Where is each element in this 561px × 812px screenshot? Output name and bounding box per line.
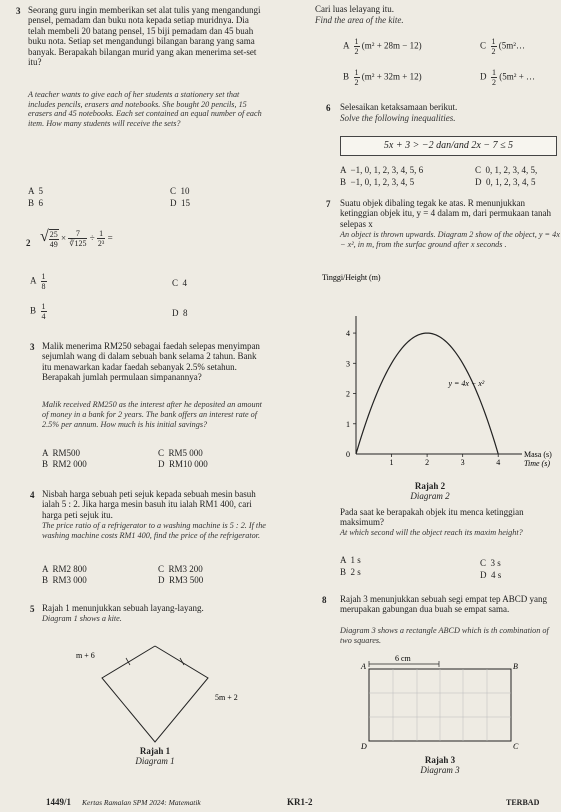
x-tick-label: 4 — [496, 458, 501, 467]
x-tick-label: 3 — [460, 458, 465, 467]
question-text-malay: Suatu objek dibaling tegak ke atas. R menunjukkan ketinggian objek itu, y = 4 dalam m, dari permukaan tanah selepas x — [340, 198, 552, 229]
option-a[interactable]: A $\frac{1}{2}$ (m² + 28m − 12) — [343, 37, 422, 56]
option-c[interactable]: C RM3 200 — [158, 564, 203, 574]
surd-expression: √ $\frac{25}{49}$ × $\frac{7}{∛125}$ ÷ $\frac{1}{\text{2³}}$ = — [40, 228, 113, 249]
option-b[interactable]: B 2 s — [340, 567, 361, 577]
vertex-d: D — [361, 742, 367, 751]
vertex-b: B — [513, 662, 518, 671]
page-number: KR1-2 — [287, 797, 313, 807]
question-text-english: Solve the following inequalities. — [340, 113, 456, 123]
option-b[interactable]: B RM3 000 — [42, 575, 87, 585]
question-text-english: Diagram 1 shows a kite. — [42, 614, 122, 623]
question-text-english: Diagram 3 shows a rectangle ABCD which is th combination of two squares. — [340, 626, 549, 645]
diagram-caption: Rajah 2 Diagram 2 — [410, 481, 450, 501]
label-6cm: 6 cm — [395, 655, 411, 663]
y-tick-label: 3 — [346, 359, 350, 369]
option-a[interactable]: A 1 s — [340, 555, 361, 565]
option-b[interactable]: B $\frac{1}{4}$ — [30, 302, 46, 321]
option-a[interactable]: A −1, 0, 1, 2, 3, 4, 5, 6 — [340, 165, 424, 175]
inequality-box: 5x + 3 > −2 dan/and 2x − 7 ≤ 5 — [340, 136, 557, 156]
option-b[interactable]: B 6 — [28, 198, 44, 208]
curve-label: y = 4x − x² — [448, 378, 485, 388]
y-axis-label: Tinggi/Height (m) — [322, 273, 381, 282]
question-text-malay: Pada saat ke berapakah objek itu menca ketinggian maksimum? — [340, 507, 524, 528]
question-number: 4 — [30, 490, 35, 500]
turn-over-text: TERBAD — [506, 798, 540, 807]
x-axis-label: Masa (s) — [524, 450, 552, 459]
diagram-caption: Rajah 3 Diagram 3 — [420, 755, 460, 775]
question-text-malay: Nisbah harga sebuah peti sejuk kepada sebuah mesin basuh ialah 5 : 2. Jika harga mesin basuh itu ialah RM1 400, cari harga peti sejuk itu. — [42, 489, 256, 520]
option-d[interactable]: D 4 s — [480, 570, 502, 580]
question-number: 7 — [326, 199, 331, 209]
question-text-malay: Seorang guru ingin memberikan set alat tulis yang mengandungi pensel, pemadam dan buku nota kepada setiap muridnya. Dia telah membeli 20 batang pensel, 15 biji pemadam dan 45 buah buku nota. Setiap set mengandungi bilangan barang yang sama banyak. Berapakah bilangan murid yang akan menerima set-set itu? — [28, 5, 261, 68]
question-number: 8 — [322, 595, 327, 605]
option-a[interactable]: A RM500 — [42, 448, 81, 458]
option-c[interactable]: C RM5 000 — [158, 448, 203, 458]
x-tick-label: 2 — [425, 458, 430, 467]
question-number: 2 — [26, 238, 31, 248]
option-a[interactable]: A RM2 800 — [42, 564, 87, 574]
option-d[interactable]: D 15 — [170, 198, 190, 208]
grid — [369, 669, 511, 741]
option-c[interactable]: C 3 s — [480, 558, 501, 568]
question-text-malay: Cari luas lelayang itu. — [315, 4, 394, 14]
vertex-c: C — [513, 742, 519, 751]
option-a[interactable]: A 5 — [28, 186, 44, 196]
option-c[interactable]: C 0, 1, 2, 3, 4, 5, — [475, 165, 538, 175]
question-text-malay: Malik menerima RM250 sebagai faedah selepas menyimpan sejumlah wang di dalam sebuah bank selama 2 tahun. Bank itu menawarkan kadar faedah sebanyak 2.5% setahun. Berapakah jumlah permulaan simpanannya? — [42, 341, 260, 383]
option-b[interactable]: B −1, 0, 1, 2, 3, 4, 5 — [340, 177, 415, 187]
option-d[interactable]: D 0, 1, 2, 3, 4, 5 — [475, 177, 536, 187]
y-tick-label: 4 — [346, 329, 350, 339]
vertex-a: A — [361, 662, 366, 671]
question-text-english: The price ratio of a refrigerator to a washing machine is 5 : 2. If the washing machine costs RM1 400, find the price of the refrigerator. — [42, 521, 266, 540]
x-axis-label-english: Time (s) — [524, 459, 550, 468]
label-right-side: 5m + 2 — [215, 693, 238, 702]
kite-outline — [102, 646, 208, 742]
option-c[interactable]: C 10 — [170, 186, 190, 196]
y-tick-label: 1 — [346, 419, 350, 429]
question-text-english: A teacher wants to give each of her students a stationery set that includes pencils, erasers and notebooks. She bought 20 pencils, 15 erasers and 45 notebooks. Each set contained an equal number of each item. How many students will receive the sets? — [28, 90, 262, 128]
option-d[interactable]: D $\frac{1}{2}$ (5m² + … — [480, 68, 536, 87]
kite-diagram — [60, 630, 280, 755]
y-tick-label: 2 — [346, 389, 350, 399]
option-d[interactable]: D RM3 500 — [158, 575, 204, 585]
question-text-english: At which second will the object reach its maxim height? — [340, 528, 523, 537]
question-number: 5 — [30, 604, 35, 614]
option-b[interactable]: B RM2 000 — [42, 459, 87, 469]
question-number: 3 — [30, 342, 35, 352]
label-top-left: m + 6 — [76, 651, 95, 660]
option-d[interactable]: D RM10 000 — [158, 459, 208, 469]
paper-code: 1449/1 — [46, 797, 72, 807]
option-c[interactable]: C $\frac{1}{2}$ (5m²… — [480, 37, 525, 56]
rectangle-diagram — [355, 655, 535, 755]
question-text-malay: Rajah 3 menunjukkan sebuah segi empat tep ABCD yang merupakan gabungan dua buah se empat sama. — [340, 594, 547, 615]
question-number: 6 — [326, 103, 331, 113]
option-d[interactable]: D 8 — [172, 308, 188, 318]
question-text-malay: Selesaikan ketaksamaan berikut. — [340, 102, 458, 112]
series-line — [356, 333, 498, 454]
question-text-english: Find the area of the kite. — [315, 15, 404, 25]
height-time-chart — [320, 268, 561, 480]
question-number: 3 — [16, 6, 21, 16]
diagram-caption: Rajah 1 Diagram 1 — [135, 746, 175, 766]
question-text-english: Malik received RM250 as the interest after he deposited an amount of money in a bank for 2 years. The bank offers an interest rate of 2.5% per annum. How much is his initial savings? — [42, 400, 262, 429]
option-b[interactable]: B $\frac{1}{2}$ (m² + 32m + 12) — [343, 68, 422, 87]
paper-source: Kertas Ramalan SPM 2024: Matematik — [82, 798, 201, 807]
question-text-malay: Rajah 1 menunjukkan sebuah layang-layang. — [42, 603, 204, 613]
x-tick-label: 1 — [389, 458, 394, 467]
question-text-english: An object is thrown upwards. Diagram 2 show of the object, y = 4x − x², in m, from the surfac ground after x seconds . — [340, 230, 560, 249]
option-a[interactable]: A $\frac{1}{8}$ — [30, 272, 46, 291]
option-c[interactable]: C 4 — [172, 278, 188, 288]
y-tick-label: 0 — [346, 450, 350, 459]
